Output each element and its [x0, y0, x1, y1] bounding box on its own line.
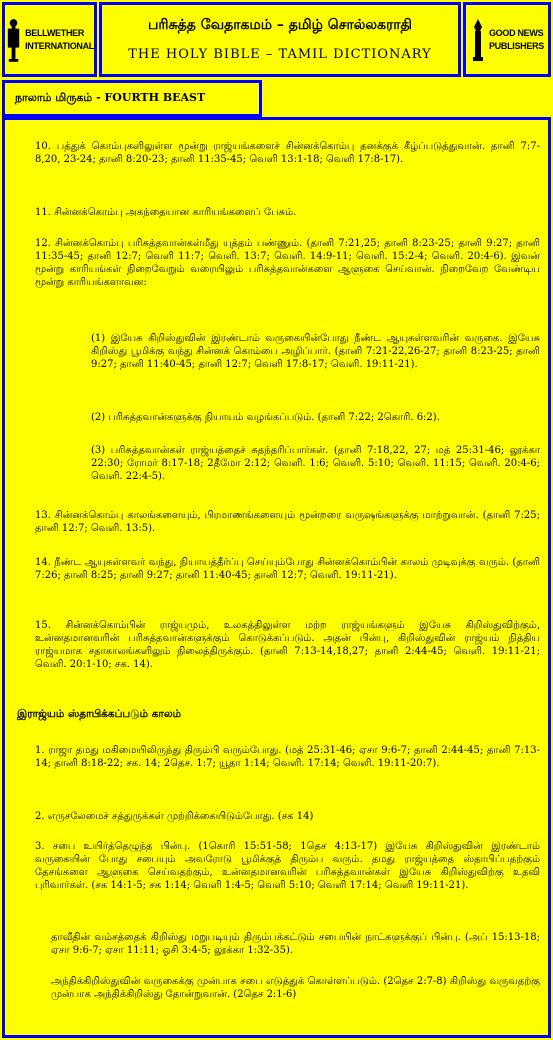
list-item: தாவீதின் வம்சத்தைக் கிறிஸ்து மறுபடியும் திரும்பக்கட்டும் சபையின் நாட்களுக்குப் பின்பு. (அப் 15:13-18; ஏசா 9:6-7; ஏசா 11:11; ஓசி 3:4-5; லூக்கா 1:32-35). — [51, 932, 540, 956]
list-item: 15. சின்னக்கொம்பின் ராஜ்யமும், உலகத்திலுள்ள மற்ற ராஜ்யங்களும் இயேசு கிறிஸ்துவிற்கும், உன்னதமானவரின் பரிசுத்தவான்களுக்கும் கொடுக்கப்படும். அதன் பின்பு, கிறிஸ்துவின் ராஜ்யம் நித்திய ராஜ்யமாக சதாகாலங்களிலும் நிலைத்திருக்கும். (தானி 7:13-14,18,27; தானி 2:44-45; வெளி. 19:11-21; வெளி. 20:1-10; சக. 14). — [35, 620, 540, 670]
list-item: (3) பரிசுத்தவான்கள் ராஜ்யத்தைச் சுதந்தரிப்பார்கள். (தானி 7:18,22, 27; மத் 25:31-46; லூக்கா 22:30; ரோமர் 8:17-18; 2தீமோ 2:12; வெளி. 1:6; வெளி. 5:10; வெளி. 11:15; வெளி. 20:4-6; வெளி. 22:4-5). — [91, 445, 540, 482]
torch-icon — [470, 17, 486, 63]
logo-left-line1: BELLWETHER — [25, 27, 85, 38]
content-body — [5, 120, 548, 1035]
list-item: 11. சின்னக்கொம்பு அகந்தையான காரியங்களைப் பேசும். — [35, 207, 297, 218]
list-item: 3. சபை உயிர்த்தெழுந்த பின்பு. (1கொரி 15:51-58; 1தெச 4:13-17) இயேசு கிறிஸ்துவின் இரண்டாம் வருகையின் போது சபையும் அவரோடு பூமிக்குத் திரும்ப வரும். தமது ராஜ்யத்தை ஸ்தாபிப்பதற்கும் தேசங்களை ஆளுகை செய்வதற்கும், உன்னதமானவரின் பரிசுத்தவான்கள் இயேசு கிறிஸ்துவிற்கு உதவி புரிவார்கள். (சக 14:1-5; சக 1:14; வெளி 1:4-5; வெளி 5:10; வெளி 17:14; வெளி 19:11-21). — [35, 841, 540, 891]
section-heading: இராஜ்யம் ஸ்தாபிக்கப்படும் காலம் — [17, 708, 182, 720]
bellwether-logo — [2, 2, 97, 77]
title-box — [99, 2, 461, 77]
list-item: 14. நீண்ட ஆயுசுள்ளவர் வந்து, நியாயத்தீர்ப்பு செய்யும்போது சின்னக்கொம்பின் காலம் முடிவுக்கு வரும். (தானி 7:26; தானி 8:25; தானி 9:27; தானி 11:40-45; தானி 12:7; வெளி. 19:11-21). — [35, 557, 540, 581]
list-item: 12. சின்னக்கொம்பு பரிசுத்தவான்கள்மீது யுத்தம் பண்ணும். (தானி 7:21,25; தானி 8:23-25; தானி 9:27; தானி 11:35-45; தானி 12:7; வெளி 11:7; வெளி. 13:7; வெளி. 14:9-11; வெளி. 15:2-4; வெளி. 20:4-6). இவன் மூன்று காரியங்கள் நிறைவேறும் வரையிலும் பரிசுத்தவான்களை ஆளுகை செய்வான். நிறைவேற வேண்டிய மூன்று காரியங்களாவன: — [35, 238, 540, 288]
logo-right-line2: PUBLISHERS — [488, 40, 544, 51]
list-item: 2. எருசலேமைச் சத்துருக்கள் முற்றிக்கையிடும்போது. (சக 14) — [35, 811, 314, 822]
shepherd-icon — [5, 16, 22, 64]
list-item: 1. ராஜா தமது மகிமையிலிருந்து திரும்பி வரும்போது. (மத் 25:31-46; ஏசா 9:6-7; தானி 2:44-45; தானி 7:13-14; தானி 8:18-22; சக. 14; 2தெச. 1:7; யூதா 1:14; வெளி. 17:14; வெளி. 19:11-20:7). — [35, 745, 540, 769]
title-english: THE HOLY BIBLE – TAMIL DICTIONARY — [128, 47, 432, 62]
list-item: (2) பரிசுத்தவான்களுக்கு நியாயம் வழங்கப்படும். (தானி 7:22; 2கொரி. 6:2). — [91, 412, 440, 423]
list-item: 13. சின்னக்கொம்பு காலங்களையும், பிரமாணங்களையும் மூன்றரை வருஷங்களுக்கு மாற்றுவான். (தானி 7:25; தானி 12:7; வெளி. 13:5). — [35, 510, 540, 534]
logo-left-line2: INTERNATIONAL — [25, 40, 94, 51]
section-subtitle: நாலாம் மிருகம் - FOURTH BEAST — [15, 91, 206, 104]
title-tamil: பரிசுத்த வேதாகமம் – தமிழ் சொல்லகராதி — [148, 17, 412, 33]
content-box — [2, 117, 551, 1038]
list-item: 10. பத்துக் கொம்புகளிலுள்ள மூன்று ராஜ்யங்களைச் சின்னக்கொம்பு தனக்குக் கீழ்ப்படுத்துவான். தானி 7:7-8,20, 23-24; தானி 8:20-23; தானி 11:35-45; வெளி 13:1-18; வெளி 17:8-17). — [35, 141, 540, 165]
subtitle-box — [2, 80, 262, 117]
list-item: (1) இயேசு கிறிஸ்துவின் இரண்டாம் வருகையின்போது நீண்ட ஆயுசுள்ளவரின் வருகை. இயேசு கிறிஸ்து பூமிக்கு வந்து சின்னக் கொம்பை அழிப்பார். (தானி 7:21-22,26-27; தானி 8:23-25; தானி 9:27; தானி 11:40-45; தானி 12:7; வெளி 17:8-17; வெளி. 19:11-21). — [91, 333, 540, 370]
list-item: அந்திக்கிறிஸ்துவின் வருகைக்கு முன்பாக சபை எடுத்துக் கொள்ளப்படும். (2தெச 2:7-8) கிறிஸ்து வருவதற்கு முன்பாக அந்திக்கிறிஸ்து தோன்றுவான். (2தெச 2:1-6) — [51, 976, 540, 1000]
logo-right-line1: GOOD NEWS — [488, 27, 544, 38]
good-news-logo — [463, 2, 551, 77]
